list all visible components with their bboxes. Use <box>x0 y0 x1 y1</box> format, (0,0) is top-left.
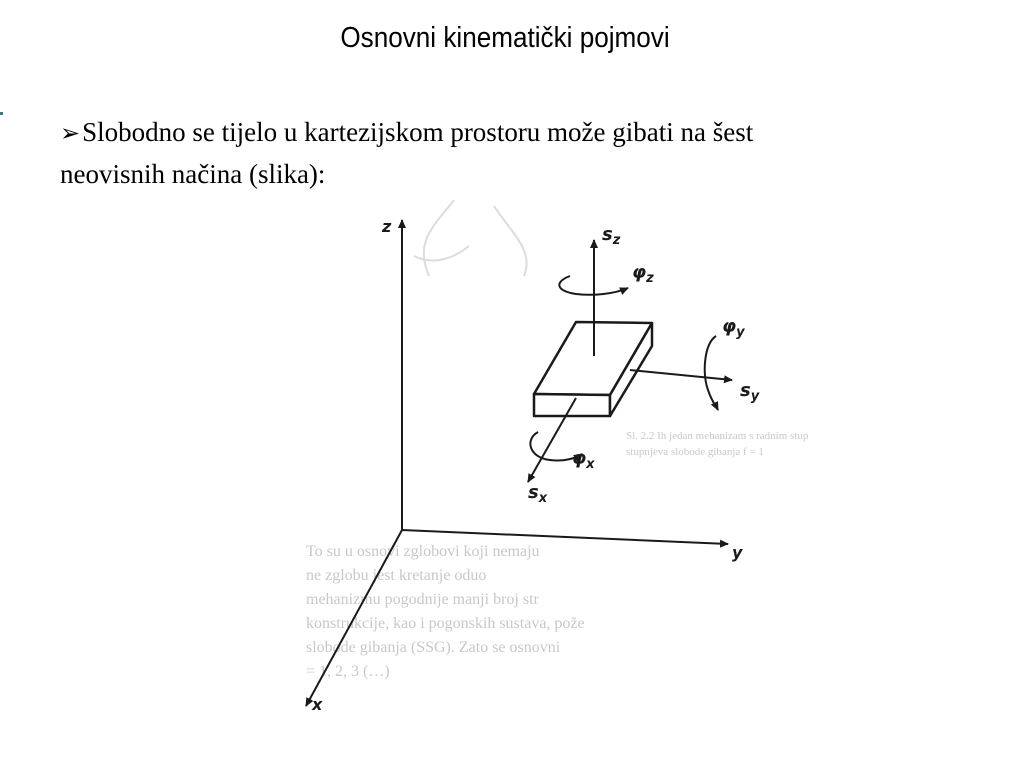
bleed-line-3: mehanizmu pogodnije manji broj str <box>306 591 539 608</box>
bleed-sketch <box>414 200 527 276</box>
bleed-caption-2: stupnjeva slobode gibanja f = 1 <box>626 446 764 458</box>
bleed-line-1: To su u osnovi zglobovi koji nemaju <box>306 543 540 560</box>
slide-title: Osnovni kinematički pojmovi <box>340 22 670 54</box>
bleed-caption-1: Sl. 2.2 Ih jedan mehanizam s radnim stup <box>626 430 809 442</box>
bullet-line-2: neovisnih načina (slika): <box>60 159 326 189</box>
y-axis <box>402 530 728 544</box>
bleed-line-6: = 1, 2, 3 (…) <box>306 663 390 680</box>
bullet-paragraph <box>60 112 960 194</box>
s-z-label: $s_z$ <box>602 224 621 248</box>
bleed-line-2: ne zglobu jest kretanje oduo <box>306 567 487 584</box>
s-y-arrow <box>630 370 732 380</box>
bullet-text-1: Slobodno se tijelo u kartezijskom prostoru može gibati na šest <box>82 117 754 147</box>
bleed-line-5: slobode gibanja (SSG). Zato se osnovni <box>306 639 561 656</box>
phi-z-label: $\varphi_z$ <box>632 262 654 286</box>
phi-y-label: $\varphi_y$ <box>722 316 745 340</box>
s-x-label: $s_x$ <box>528 482 548 506</box>
bleed-through-text <box>306 200 809 680</box>
degrees-of-freedom-diagram <box>284 196 809 734</box>
bullet-line-1 <box>60 112 960 154</box>
y-axis-label: y <box>732 543 743 562</box>
kinematics-figure <box>284 196 809 734</box>
phi-y-rotation-arrow <box>705 336 718 410</box>
phi-x-label: $\varphi_x$ <box>572 448 595 472</box>
slide-edge-mark <box>0 112 3 115</box>
z-axis-label: z <box>382 217 392 236</box>
s-y-label: $s_y$ <box>740 380 760 404</box>
bleed-line-4: konstrukcije, kao i pogonskih sustava, pože <box>306 615 585 632</box>
x-axis-label: x <box>312 695 323 714</box>
bullet-arrow-icon: ➢ <box>60 121 81 147</box>
